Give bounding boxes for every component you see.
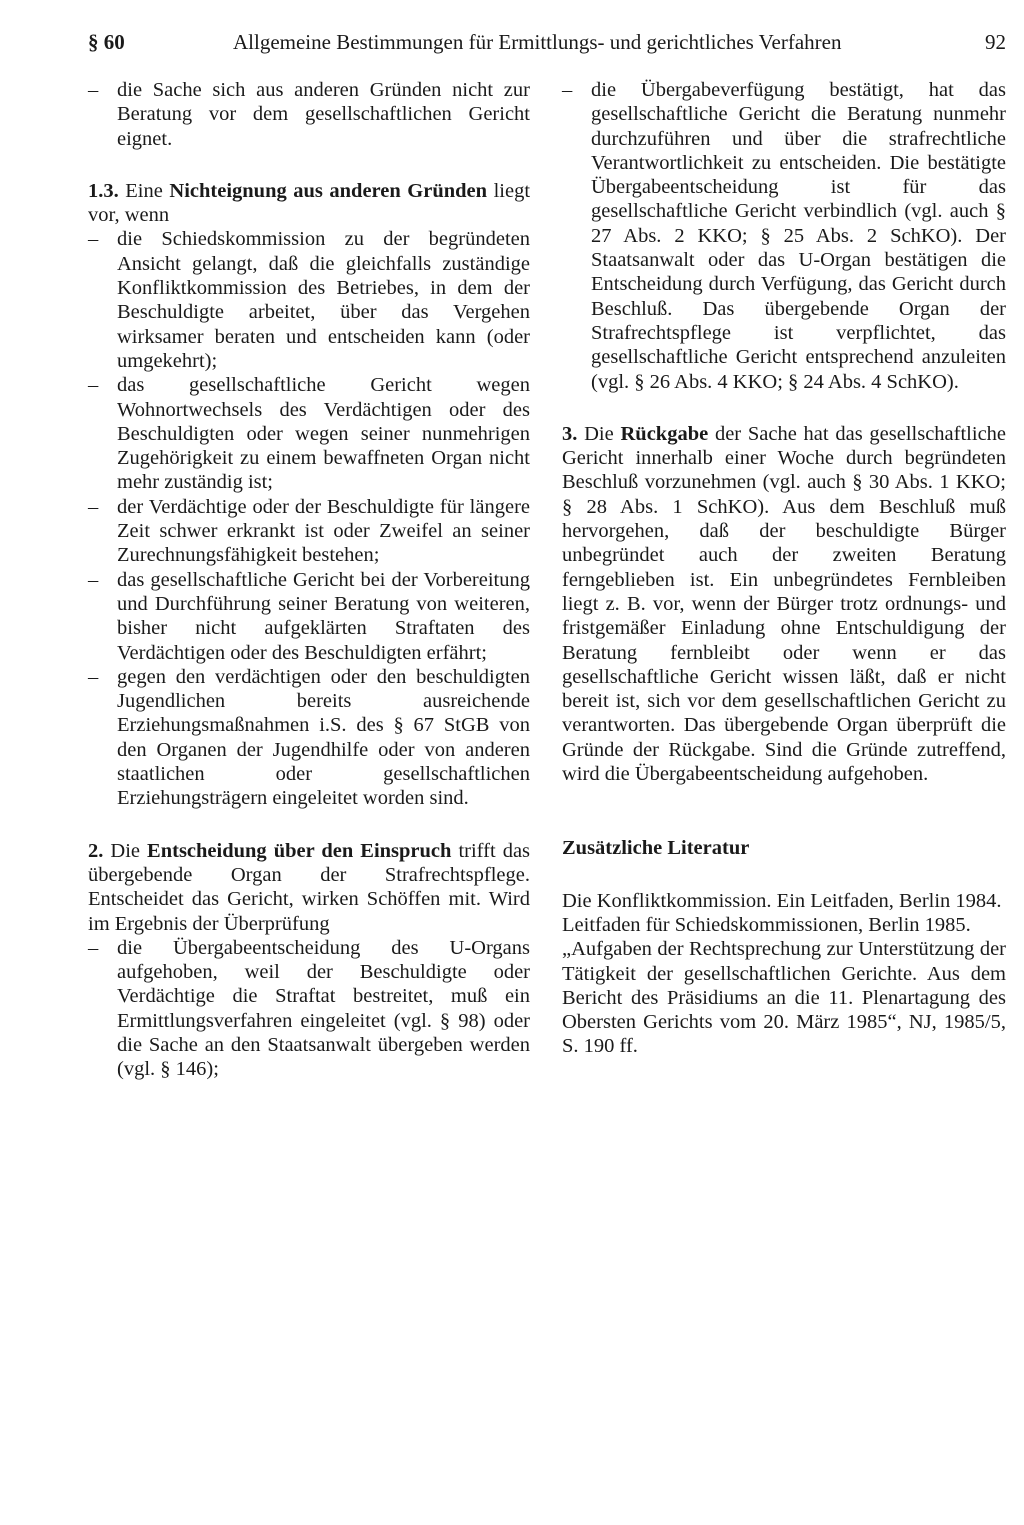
literature-entry: Leitfaden für Schiedskommissionen, Berlin 1985. [562, 913, 971, 936]
list-item-text: die Sache sich aus anderen Gründen nicht zur Beratung vor dem gesellschaftlichen Gericht eignet. [117, 79, 530, 150]
list-item-text: das gesellschaftliche Gericht wegen Wohnortwechsels des Verdächtigen oder des Beschuldigten oder wegen seiner nunmehrigen Zugehörigkeit zu einem bewaffneten Organ nicht mehr zuständig ist; [117, 374, 530, 494]
list-item [88, 936, 530, 1082]
paragraph-2 [88, 839, 530, 936]
dash-bullet: – [88, 79, 99, 101]
list-item [562, 78, 1006, 394]
paragraph-keyword: Rückgabe [620, 422, 709, 445]
page-header [88, 26, 1006, 58]
paragraph-number: 3. [562, 422, 578, 445]
paragraph-keyword: Entscheidung über den Einspruch [147, 839, 452, 862]
list-item-text: das gesellschaftliche Gericht bei der Vorbereitung und Durchführung seiner Beratung von weiteren, bisher nicht aufgeklärten Straftaten des Verdächtigen oder des Beschuldigten erfährt; [117, 568, 530, 664]
dash-bullet: – [88, 495, 99, 518]
literature-heading: Zusätzliche Literatur [562, 837, 750, 860]
paragraph-1-3 [88, 179, 530, 228]
paragraph-number: 1.3. [88, 179, 119, 202]
paragraph-number: 2. [88, 839, 104, 862]
list-item [88, 665, 530, 811]
right-column [562, 78, 1006, 1059]
dash-bullet: – [88, 374, 99, 397]
paragraph-text: trifft das übergebende Organ der Strafrechtspflege. Entscheidet das Gericht, wirken Schöffen mit. Wird im Ergebnis der Überprüfung [88, 839, 531, 935]
paragraph-text: Eine [125, 179, 163, 202]
paragraph-text: Die [584, 422, 614, 445]
left-column [88, 78, 530, 1082]
list-item-text: die Übergabeverfügung bestätigt, hat das gesellschaftliche Gericht die Beratung nunmehr durchzuführen und über die strafrechtliche Verantwortlichkeit zu entscheiden. Die bestätigte Übergabeentscheidung ist für das gesellschaftliche Gericht verbindlich (vgl. auch § 27 Abs. 2 KKO; § 25 Abs. 2 SchKO). Der Staatsanwalt oder das U-Organ bestätigen die Entscheidung durch Verfügung, das Gericht durch Beschluß. Das übergebende Organ der Strafrechtspflege ist verpflichtet, das gesellschaftliche Gericht entsprechend anzuleiten (vgl. § 26 Abs. 4 KKO; § 24 Abs. 4 SchKO). [591, 79, 1006, 393]
list-item [88, 373, 530, 494]
list-item-text: der Verdächtige oder der Beschuldigte für längere Zeit schwer erkrankt ist oder Zweifel an seiner Zurechnungsfähigkeit bestehen; [117, 495, 530, 567]
list-item [88, 495, 530, 568]
paragraph-text: liegt vor, wenn [88, 179, 531, 227]
list-item [88, 568, 530, 665]
literature-entry: „Aufgaben der Rechtsprechung zur Unterstützung der Tätigkeit der gesellschaftlichen Gerichte. Aus dem Bericht des Präsidiums an die 11. Plenartagung des Obersten Gerichts vom 20. März 1985“, NJ, 1985/5, S. 190 ff. [562, 938, 1006, 1058]
dash-bullet: – [88, 568, 99, 591]
dash-bullet: – [88, 665, 99, 688]
paragraph-3 [562, 422, 1006, 786]
dash-bullet: – [88, 228, 99, 251]
list-item-text: gegen den verdächtigen oder den beschuldigten Jugendlichen bereits ausreichende Erziehungsmaßnahmen i.S. des § 67 StGB von den Organen der Jugendhilfe oder von anderen staatlichen oder gesellschaftlichen Erziehungsträgern eingeleitet worden sind. [117, 665, 530, 810]
dash-bullet: – [562, 79, 573, 101]
list-item [88, 227, 530, 373]
paragraph-keyword: Nichteignung aus anderen Gründen [169, 179, 488, 202]
list-item-text: die Schiedskommission zu der begründeten Ansicht gelangt, daß die gleichfalls zuständige Konfliktkommission des Betriebes, in dem der Beschuldigte arbeitet, über das Vergehen wirksamer beraten und entscheiden kann (oder umgekehrt); [117, 228, 530, 372]
section-number: § 60 [88, 30, 125, 54]
list-item [88, 78, 530, 151]
paragraph-text: Die [110, 839, 141, 862]
page-number: 92 [985, 30, 1006, 54]
literature-entry: Die Konfliktkommission. Ein Leitfaden, Berlin 1984. [562, 889, 1002, 912]
running-title: Allgemeine Bestimmungen für Ermittlungs- und gerichtliches Verfahren [233, 30, 842, 54]
list-item-text: die Übergabeentscheidung des U-Organs aufgehoben, weil der Beschuldigte oder Verdächtige die Straftat bestreitet, muß ein Ermittlungsverfahren eingeleitet (vgl. § 98) oder die Sache an den Staatsanwalt übergeben werden (vgl. § 146); [117, 936, 530, 1081]
dash-bullet: – [88, 936, 99, 959]
paragraph-text: der Sache hat das gesellschaftliche Gericht innerhalb einer Woche durch begründeten Beschluß vorzunehmen (vgl. auch § 30 Abs. 1 KKO; § 28 Abs. 1 SchKO). Aus dem Beschluß muß hervorgehen, daß der beschuldigte Bürger unbegründet auch der zweiten Beratung ferngeblieben ist. Ein unbegründetes Fernbleiben liegt z. B. vor, wenn der Bürger trotz ordnungs- und fristgemäßer Einladung ohne Entschuldigung der Beratung fernbleibt oder wenn er das gesellschaftliche Gericht wissen läßt, daß er nicht bereit ist, sich vor dem gesellschaftlichen Gericht zu verantworten. Das übergebende Organ überprüft die Gründe der Rückgabe. Sind die Gründe zutreffend, wird die Übergabeentscheidung aufgehoben. [562, 422, 1007, 786]
